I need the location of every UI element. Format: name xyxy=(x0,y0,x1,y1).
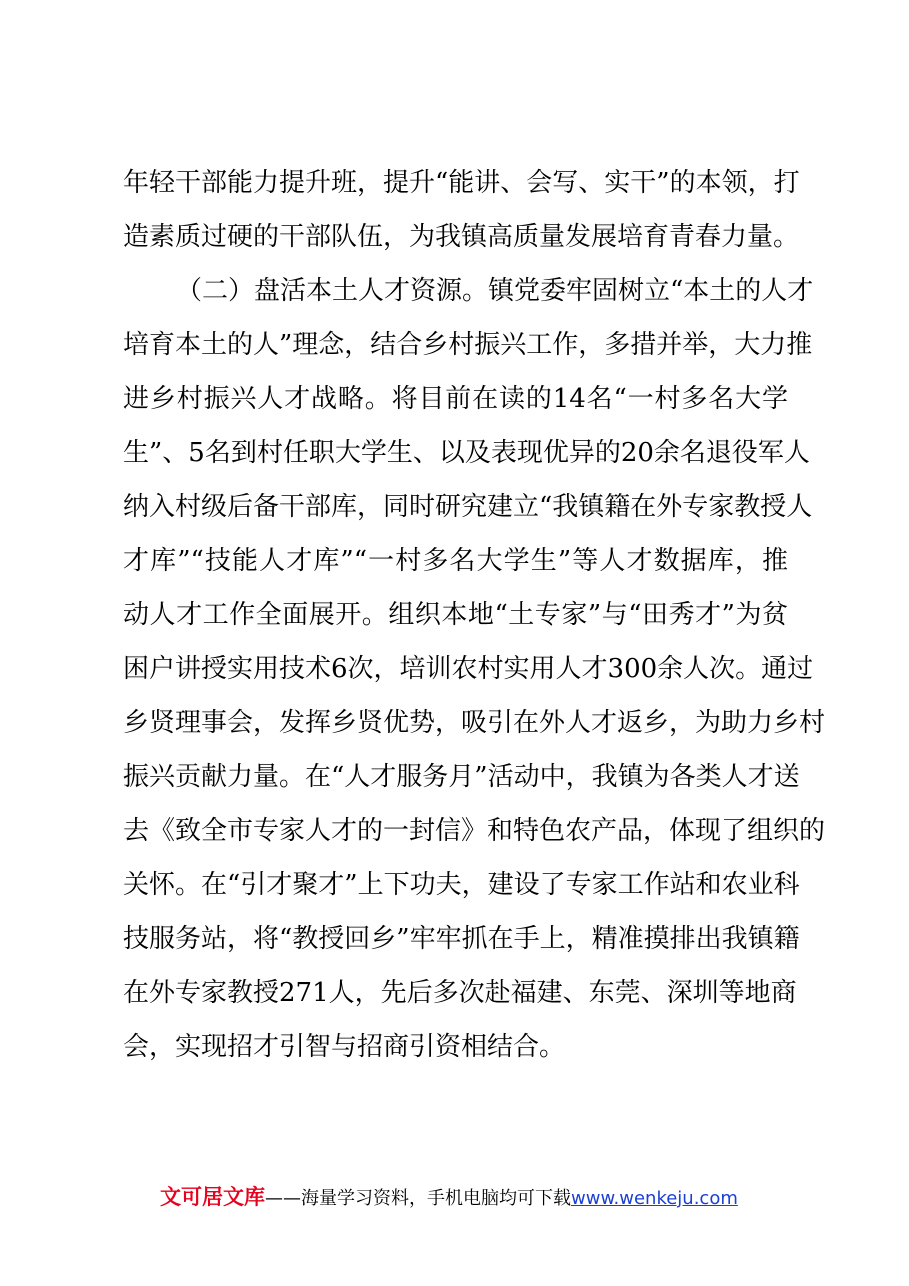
paragraph-line: 振兴贡献力量。在“人才服务月”活动中，我镇为各类人才送 xyxy=(123,762,800,792)
paragraph-line: 造素质过硬的干部队伍，为我镇高质量发展培育青春力量。 xyxy=(123,222,800,252)
paragraph-line: 技服务站，将“教授回乡”牢牢抓在手上，精准摸排出我镇籍 xyxy=(123,924,800,954)
paragraph-line: 在外专家教授271人，先后多次赴福建、东莞、深圳等地商 xyxy=(123,978,797,1008)
paragraph-line: 年轻干部能力提升班，提升“能讲、会写、实干”的本领，打 xyxy=(123,168,800,198)
paragraph-line: 进乡村振兴人才战略。将目前在读的14名“一村多名大学 xyxy=(123,384,788,414)
paragraph-line: 纳入村级后备干部库，同时研究建立“我镇籍在外专家教授人 xyxy=(123,492,813,522)
paragraph-line: 乡贤理事会，发挥乡贤优势，吸引在外人才返乡，为助力乡村 xyxy=(123,708,826,738)
paragraph-line: 困户讲授实用技术6次，培训农村实用人才300余人次。通过 xyxy=(123,654,814,684)
footer-brand: 文可居文库 xyxy=(160,1185,265,1209)
footer-website-link[interactable]: www.wenkeju.com xyxy=(571,1188,738,1209)
paragraph-line: 动人才工作全面展开。组织本地“土专家”与“田秀才”为贫 xyxy=(123,600,788,630)
footer-banner xyxy=(160,1181,738,1213)
paragraph-line: 关怀。在“引才聚才”上下功夫，建设了专家工作站和农业科 xyxy=(123,870,800,900)
paragraph-line: 培育本土的人”理念，结合乡村振兴工作，多措并举，大力推 xyxy=(123,330,813,360)
paragraph-line: 会，实现招才引智与招商引资相结合。 xyxy=(123,1032,566,1062)
section-heading-line: （二）盘活本土人才资源。镇党委牢固树立“本土的人才 xyxy=(176,276,814,306)
paragraph-line: 去《致全市专家人才的一封信》和特色农产品，体现了组织的 xyxy=(123,816,826,846)
footer-tagline: ——海量学习资料，手机电脑均可下载 xyxy=(265,1188,571,1209)
paragraph-line: 才库”“技能人才库”“一村多名大学生”等人才数据库，推 xyxy=(123,546,788,576)
paragraph-line: 生”、5名到村任职大学生、以及表现优异的20余名退役军人 xyxy=(123,438,810,468)
